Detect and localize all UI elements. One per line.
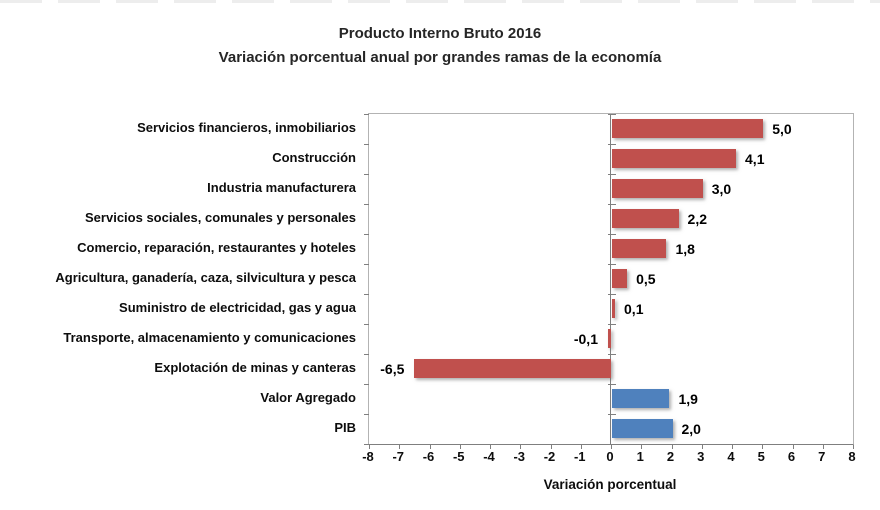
zero-axis-tick (608, 294, 616, 295)
category-axis-tick (364, 174, 369, 175)
bar (612, 119, 763, 138)
bar (612, 209, 679, 228)
value-label: 4,1 (745, 151, 765, 167)
category-label: Comercio, reparación, restaurantes y hoteles (77, 240, 356, 255)
category-axis-tick (364, 324, 369, 325)
category-axis-labels (0, 113, 356, 443)
category-label: Suministro de electricidad, gas y agua (119, 300, 356, 315)
category-axis-tick (364, 354, 369, 355)
zero-axis-tick (608, 144, 616, 145)
value-label: 1,8 (675, 241, 695, 257)
x-axis-tick-label: 3 (697, 449, 705, 464)
category-label: Transporte, almacenamiento y comunicaciones (63, 330, 356, 345)
value-label: -0,1 (573, 331, 598, 347)
bar (612, 149, 736, 168)
zero-axis-line (610, 114, 611, 444)
x-axis-tick-label: -2 (543, 449, 556, 464)
x-axis-tick-label: -1 (573, 449, 586, 464)
bar (612, 179, 703, 198)
x-axis-title: Variación porcentual (543, 477, 677, 492)
zero-axis-tick (608, 444, 616, 445)
category-axis-tick (364, 414, 369, 415)
value-label: 2,0 (681, 421, 701, 437)
x-axis-tick-label: 5 (757, 449, 765, 464)
zero-axis-tick (608, 264, 616, 265)
category-axis-tick (364, 114, 369, 115)
bar (612, 239, 666, 258)
top-edge-dashed-line (0, 0, 880, 3)
value-label: -6,5 (380, 361, 405, 377)
value-label: 1,9 (678, 391, 698, 407)
value-label: 0,5 (636, 271, 656, 287)
zero-axis-tick (608, 354, 616, 355)
category-axis-tick (364, 144, 369, 145)
x-axis-tick-label: 0 (606, 449, 614, 464)
bar (612, 389, 669, 408)
zero-axis-tick (608, 174, 616, 175)
chart-title-line1: Producto Interno Bruto 2016 (338, 25, 542, 42)
value-label: 0,1 (624, 301, 644, 317)
category-label: Servicios sociales, comunales y personales (85, 210, 356, 225)
bar (612, 419, 673, 438)
category-label: PIB (334, 420, 356, 435)
x-axis-tick-label: -5 (452, 449, 465, 464)
zero-axis-tick (608, 204, 616, 205)
bar (612, 299, 615, 318)
category-axis-tick (364, 204, 369, 205)
zero-axis-tick (608, 384, 616, 385)
category-label: Agricultura, ganadería, caza, silvicultura y pesca (55, 270, 356, 285)
chart-title-line2: Variación porcentual anual por grandes ramas de la economía (218, 49, 662, 66)
x-axis-tick-label: 4 (727, 449, 735, 464)
category-label: Construcción (272, 150, 356, 165)
bar (608, 329, 611, 348)
x-axis-tick-label: -6 (422, 449, 435, 464)
plot-area (368, 113, 854, 445)
x-axis-tick-label: 6 (787, 449, 796, 464)
value-label: 2,2 (687, 211, 708, 227)
zero-axis-tick (608, 114, 616, 115)
x-axis-tick-label: -7 (392, 449, 405, 464)
x-axis-tick-label: 7 (818, 449, 826, 464)
value-label: 5,0 (772, 121, 792, 137)
bar (612, 269, 627, 288)
x-axis-tick-label: 8 (848, 449, 856, 464)
category-label: Valor Agregado (260, 390, 356, 405)
x-axis-tick-label: -4 (483, 449, 495, 464)
category-axis-tick (364, 384, 369, 385)
category-axis-tick (364, 234, 369, 235)
chart-title (0, 22, 880, 70)
zero-axis-tick (608, 414, 616, 415)
value-label: 3,0 (711, 181, 732, 197)
category-axis-tick (364, 264, 369, 265)
category-axis-tick (364, 294, 369, 295)
zero-axis-tick (608, 324, 616, 325)
x-axis-tick-label: 1 (636, 449, 644, 464)
x-axis-tick-labels (362, 449, 856, 467)
category-label: Explotación de minas y canteras (154, 360, 356, 375)
bar (414, 359, 611, 378)
x-axis-tick-label: 2 (666, 449, 675, 464)
x-axis-tick-label: -3 (513, 449, 526, 464)
category-label: Industria manufacturera (207, 180, 356, 195)
category-label: Servicios financieros, inmobiliarios (137, 120, 356, 135)
x-axis-tick-label: -8 (362, 449, 374, 464)
zero-axis-tick (608, 234, 616, 235)
